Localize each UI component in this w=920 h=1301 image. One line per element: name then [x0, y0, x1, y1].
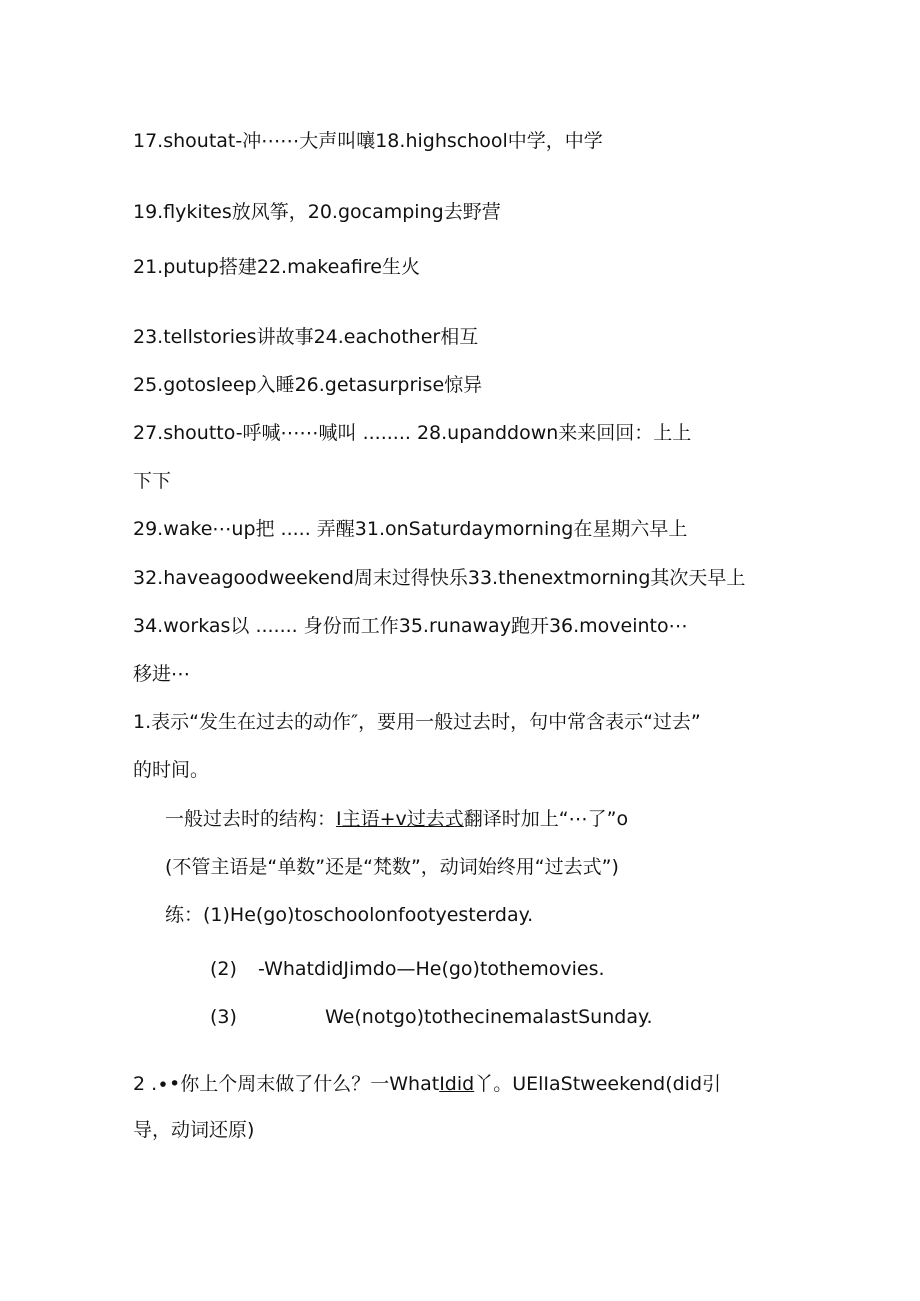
vocab-line-25-26: 25.gotosleep入睡26.getasurprise惊异 [133, 374, 483, 396]
exercise-2-text: -WhatdidJimdo—He(go)tothemovies. [258, 958, 605, 980]
point-2-underlined: Idid [439, 1073, 475, 1095]
vocab-line-23-24: 23.tellstories讲故事24.eachother相互 [133, 326, 479, 348]
exercise-3-number: (3) [210, 1006, 237, 1028]
vocab-line-34-36: 34.workas以 ....... 身份而工作35.runaway跑开36.moveinto⋯ [133, 615, 688, 637]
structure-suffix: 翻译时加上“⋯了”o [463, 808, 629, 830]
grammar-point-2-cont: 导，动词还原) [133, 1119, 255, 1141]
structure-line [165, 806, 628, 832]
structure-formula: I主语+v过去式 [336, 808, 464, 830]
vocab-line-28-cont: 下下 [133, 470, 172, 492]
vocab-line-27-28: 27.shoutto-呼喊⋯⋯喊叫 ........ 28.upanddown来来回回：上上 [133, 422, 692, 444]
vocab-line-17-18: 17.shoutat-冲⋯⋯大声叫嚷18.highschool中学，中学 [133, 130, 603, 152]
exercise-2-number: (2) [210, 958, 237, 980]
structure-note: (不管主语是“单数”还是“梵数”，动词始终用“过去式”) [165, 856, 619, 878]
vocab-line-36-cont: 移进⋯ [133, 663, 191, 685]
point-2-suffix: 丫。UElIaStweekend(did引 [474, 1073, 722, 1095]
point-2-prefix: 2 .∙•你上个周末做了什么？一What [133, 1073, 440, 1095]
exercise-3-text: We(notgo)tothecinemalastSunday. [325, 1006, 653, 1028]
grammar-point-1: 1.表示“发生在过去的动作″，要用一般过去时，句中常含表示“过去” [133, 711, 701, 733]
structure-prefix: 一般过去时的结构： [165, 808, 337, 830]
vocab-line-29-31: 29.wake⋯up把 ..... 弄醒31.onSaturdaymorning在星期六早上 [133, 518, 688, 540]
grammar-point-1-cont: 的时间。 [133, 759, 210, 781]
grammar-point-2 [133, 1071, 721, 1097]
vocab-line-21-22: 21.putup搭建22.makeafire生火 [133, 256, 420, 278]
vocab-line-19-20: 19.flykites放风筝，20.gocamping去野营 [133, 201, 501, 223]
vocab-line-32-33: 32.haveagoodweekend周末过得快乐33.thenextmorning其次天早上 [133, 567, 746, 589]
exercise-1: 练：(1)He(go)toschoolonfootyesterday. [165, 904, 534, 926]
